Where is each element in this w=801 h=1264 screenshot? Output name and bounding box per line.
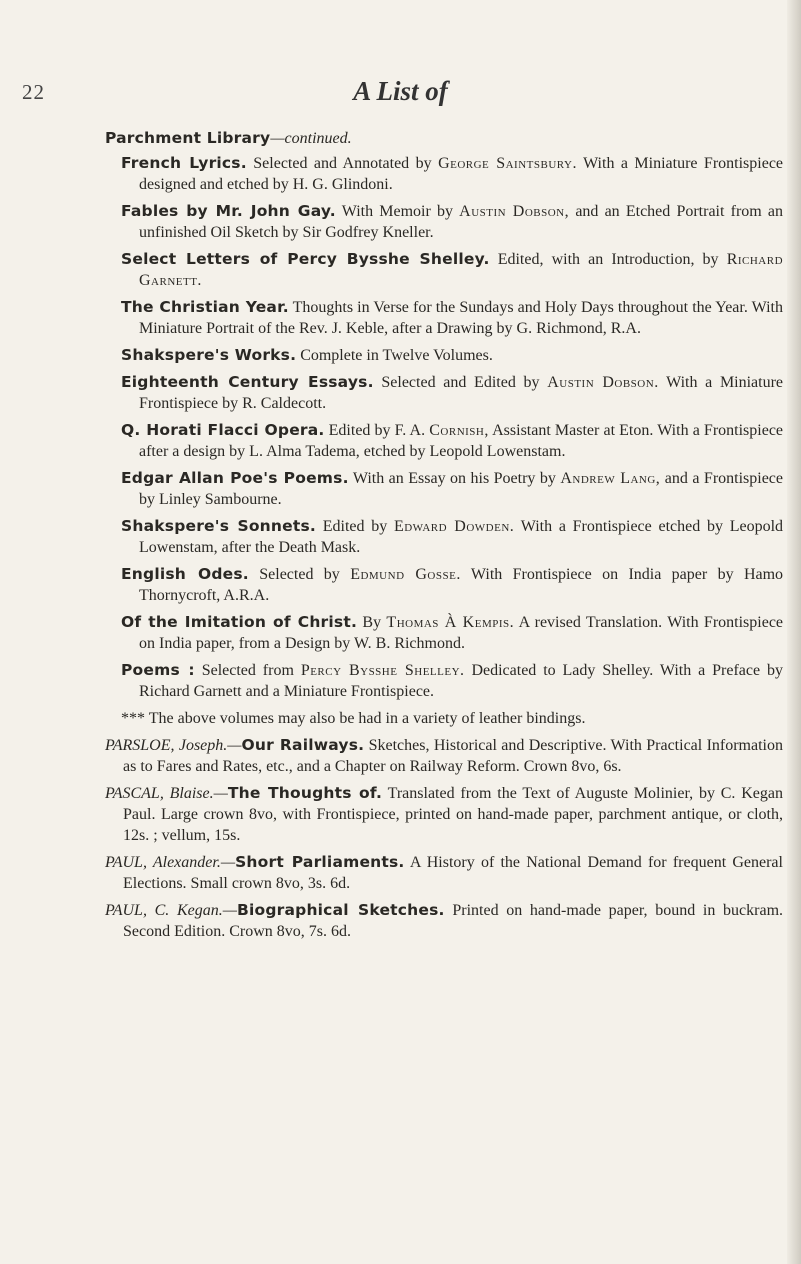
entry-text: A History of the National Demand for frequent General Elections. Small crown 8vo, 3s. 6d. — [123, 854, 783, 892]
entry-author: Edmund Gosse. — [350, 566, 461, 583]
entry-title: Biographical Sketches. — [236, 901, 445, 919]
entry-title: The Thoughts of. — [227, 784, 383, 802]
entry-author: Percy Bysshe Shelley. — [300, 662, 465, 679]
entry-text: By — [362, 614, 382, 631]
entry-text: Edited by F. A. — [328, 422, 426, 439]
entry-text: Selected by — [259, 566, 340, 583]
entry-details: Dedicated to Lady Shelley. With a Preface by Richard Garnett and a Miniature Frontispiece. — [139, 662, 784, 700]
list-item — [105, 564, 783, 606]
entry-title: Poems : — [121, 661, 195, 679]
list-item — [105, 660, 783, 702]
list-item — [105, 297, 783, 339]
entry-text: Selected and Annotated by — [253, 155, 432, 172]
entry-author: PAUL, Alexander.— — [105, 854, 236, 871]
entry-title: Select Letters of Percy Bysshe Shelley. — [121, 250, 490, 268]
entry-text: Edited, with an Introduction, by — [497, 251, 719, 268]
entry-title: Shakspere's Sonnets. — [121, 517, 316, 535]
entry-author: Austin Dobson, — [459, 203, 570, 220]
entry-text: Printed on hand-made paper, bound in buckram. Second Edition. Crown 8vo, 7s. 6d. — [123, 902, 784, 940]
entry-author: PASCAL, Blaise.— — [105, 785, 228, 802]
page-edge — [787, 0, 801, 1264]
entry-title: French Lyrics. — [121, 154, 247, 172]
entry-details: and a Frontispiece by Linley Sambourne. — [139, 470, 784, 508]
list-item — [105, 735, 783, 777]
entry-text: Thoughts in Verse for the Sundays and Holy Days throughout the Year. With Miniature Portrait of the Rev. J. Keble, after a Drawing by G. Richmond, R.A. — [139, 299, 783, 337]
running-title: A List of — [353, 76, 448, 106]
page-number: 22 — [22, 80, 45, 104]
list-item — [105, 249, 783, 291]
list-item — [105, 612, 783, 654]
section-heading: Parchment Library — [105, 129, 271, 147]
entry-author: PARSLOE, Joseph.— — [105, 737, 242, 754]
entry-author: Austin Dobson. — [547, 374, 659, 391]
entry-text: Selected and Edited by — [381, 374, 540, 391]
entry-details: With Frontispiece on India paper by Hamo Thornycroft, A.R.A. — [139, 566, 784, 604]
entry-title: Of the Imitation of Christ. — [121, 613, 358, 631]
entry-details: Assistant Master at Eton. With a Frontispiece after a design by L. Alma Tadema, etched by Leopold Lowenstam. — [139, 422, 784, 460]
entry-author: Richard Garnett. — [139, 251, 784, 289]
entry-author: Edward Dowden. — [393, 518, 515, 535]
entry-text: Translated from the Text of Auguste Molinier, by C. Kegan Paul. Large crown 8vo, with Frontispiece, printed on hand-made paper, parchment antique, or cloth, 12s. ; vellum, 15s. — [123, 785, 784, 844]
list-item — [105, 900, 783, 942]
page-content — [105, 128, 783, 948]
entry-details: With a Miniature Frontispiece by R. Caldecott. — [139, 374, 784, 412]
entry-details: With a Miniature Frontispiece designed and etched by H. G. Glindoni. — [139, 155, 784, 193]
list-item — [105, 420, 783, 462]
page-header — [0, 72, 801, 112]
entry-list — [105, 153, 783, 702]
entry-author: Thomas À Kempis. — [386, 614, 515, 631]
list-item — [105, 345, 783, 366]
entry-text: Edited by — [322, 518, 388, 535]
entry-title: Shakspere's Works. — [121, 346, 297, 364]
list-item — [105, 516, 783, 558]
entry-text: With an Essay on his Poetry by — [352, 470, 556, 487]
list-item — [105, 372, 783, 414]
entry-title: Q. Horati Flacci Opera. — [121, 421, 325, 439]
entry-title: Eighteenth Century Essays. — [121, 373, 374, 391]
entry-text: With Memoir by — [341, 203, 453, 220]
entry-title: Edgar Allan Poe's Poems. — [121, 469, 349, 487]
list-item — [105, 852, 783, 894]
entry-details: and an Etched Portrait from an unfinished Oil Sketch by Sir Godfrey Kneller. — [139, 203, 783, 241]
list-item — [105, 201, 783, 243]
entry-title: The Christian Year. — [121, 298, 289, 316]
section-title — [105, 128, 783, 149]
entry-title: Fables by Mr. John Gay. — [121, 202, 336, 220]
author-entry-list — [105, 735, 783, 942]
entry-author: Cornish, — [429, 422, 489, 439]
entry-text: Sketches, Historical and Descriptive. With Practical Information as to Fares and Rates, etc., and a Chapter on Railway Reform. Crown 8vo, 6s. — [123, 737, 783, 775]
entry-text: Selected from — [201, 662, 294, 679]
entry-title: Short Parliaments. — [235, 853, 405, 871]
entry-title: Our Railways. — [241, 736, 365, 754]
continued-label: —continued. — [270, 130, 352, 147]
list-item — [105, 153, 783, 195]
bindings-note: *** The above volumes may also be had in a variety of leather bindings. — [121, 710, 586, 727]
entry-details: A revised Translation. With Frontispiece on India paper, from a Design by W. B. Richmond. — [139, 614, 784, 652]
entry-author: Andrew Lang, — [560, 470, 661, 487]
entry-author: George Saintsbury. — [438, 155, 577, 172]
entry-details: With a Frontispiece etched by Leopold Lowenstam, after the Death Mask. — [139, 518, 784, 556]
entry-title: English Odes. — [121, 565, 249, 583]
entry-author: PAUL, C. Kegan.— — [105, 902, 237, 919]
list-item — [105, 783, 783, 846]
list-item — [105, 468, 783, 510]
entry-text: Complete in Twelve Volumes. — [300, 347, 493, 364]
